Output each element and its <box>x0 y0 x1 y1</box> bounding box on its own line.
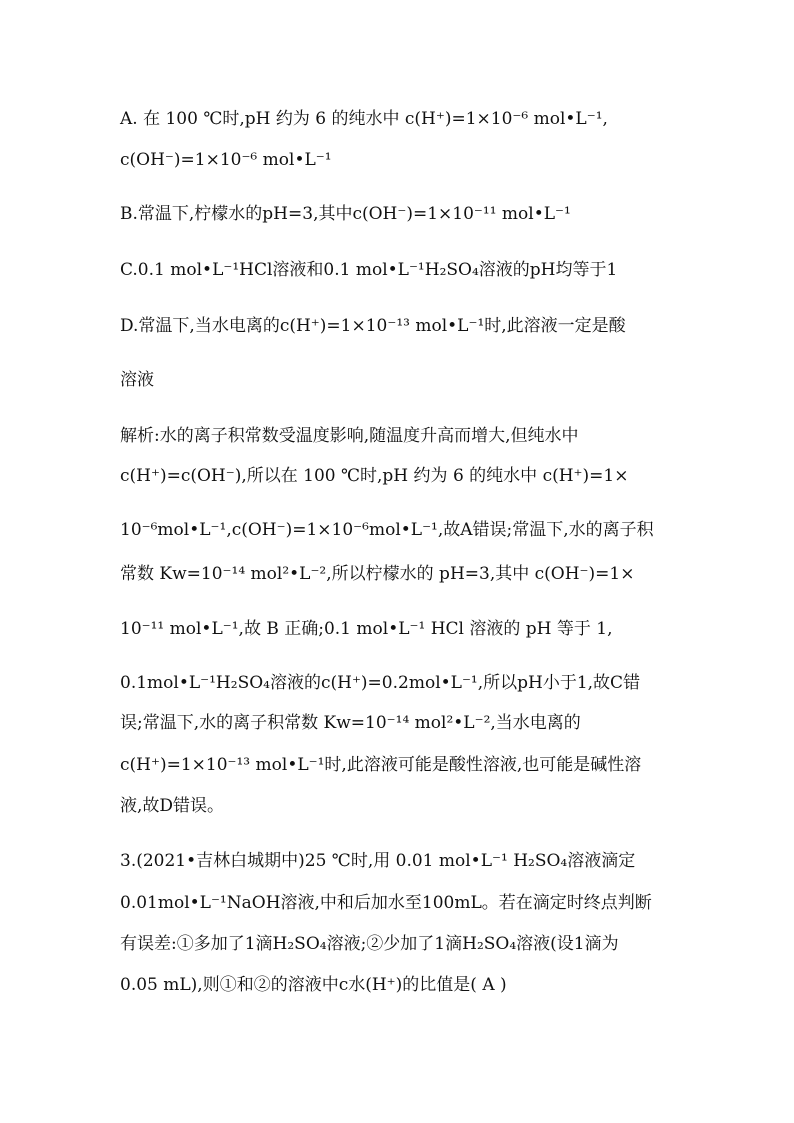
question-3-line-3: 有误差:①多加了1滴H₂SO₄溶液;②少加了1滴H₂SO₄溶液(设1滴为 <box>120 934 619 954</box>
option-d-line-1: D.常温下,当水电离的c(H⁺)=1×10⁻¹³ mol•L⁻¹时,此溶液一定是酸 <box>120 316 626 336</box>
option-a-line-1: A. 在 100 ℃时,pH 约为 6 的纯水中 c(H⁺)=1×10⁻⁶ mol•L⁻¹, <box>120 109 608 129</box>
option-d-line-2: 溶液 <box>120 370 154 390</box>
question-3-line-1: 3.(2021•吉林白城期中)25 ℃时,用 0.01 mol•L⁻¹ H₂SO₄溶液滴定 <box>120 851 636 871</box>
analysis-line-4: 常数 Kw=10⁻¹⁴ mol²•L⁻²,所以柠檬水的 pH=3,其中 c(OH⁻)=1× <box>120 564 635 584</box>
option-c: C.0.1 mol•L⁻¹HCl溶液和0.1 mol•L⁻¹H₂SO₄溶液的pH均等于1 <box>120 260 618 280</box>
question-3-line-4: 0.05 mL),则①和②的溶液中c水(H⁺)的比值是( A ) <box>120 975 507 995</box>
option-a-line-2: c(OH⁻)=1×10⁻⁶ mol•L⁻¹ <box>120 150 332 170</box>
analysis-line-6: 0.1mol•L⁻¹H₂SO₄溶液的c(H⁺)=0.2mol•L⁻¹,所以pH小于1,故C错 <box>120 673 641 693</box>
question-3-line-2: 0.01mol•L⁻¹NaOH溶液,中和后加水至100mL。若在滴定时终点判断 <box>120 893 652 913</box>
analysis-line-1: 解析:水的离子积常数受温度影响,随温度升高而增大,但纯水中 <box>120 426 579 446</box>
option-b: B.常温下,柠檬水的pH=3,其中c(OH⁻)=1×10⁻¹¹ mol•L⁻¹ <box>120 204 571 224</box>
analysis-line-9: 液,故D错误。 <box>120 796 225 816</box>
analysis-line-5: 10⁻¹¹ mol•L⁻¹,故 B 正确;0.1 mol•L⁻¹ HCl 溶液的 pH 等于 1, <box>120 619 613 639</box>
analysis-line-8: c(H⁺)=1×10⁻¹³ mol•L⁻¹时,此溶液可能是酸性溶液,也可能是碱性溶 <box>120 755 642 775</box>
analysis-line-3: 10⁻⁶mol•L⁻¹,c(OH⁻)=1×10⁻⁶mol•L⁻¹,故A错误;常温下,水的离子积 <box>120 520 654 540</box>
analysis-line-2: c(H⁺)=c(OH⁻),所以在 100 ℃时,pH 约为 6 的纯水中 c(H⁺)=1× <box>120 466 629 486</box>
analysis-line-7: 误;常温下,水的离子积常数 Kw=10⁻¹⁴ mol²•L⁻²,当水电离的 <box>120 713 581 733</box>
